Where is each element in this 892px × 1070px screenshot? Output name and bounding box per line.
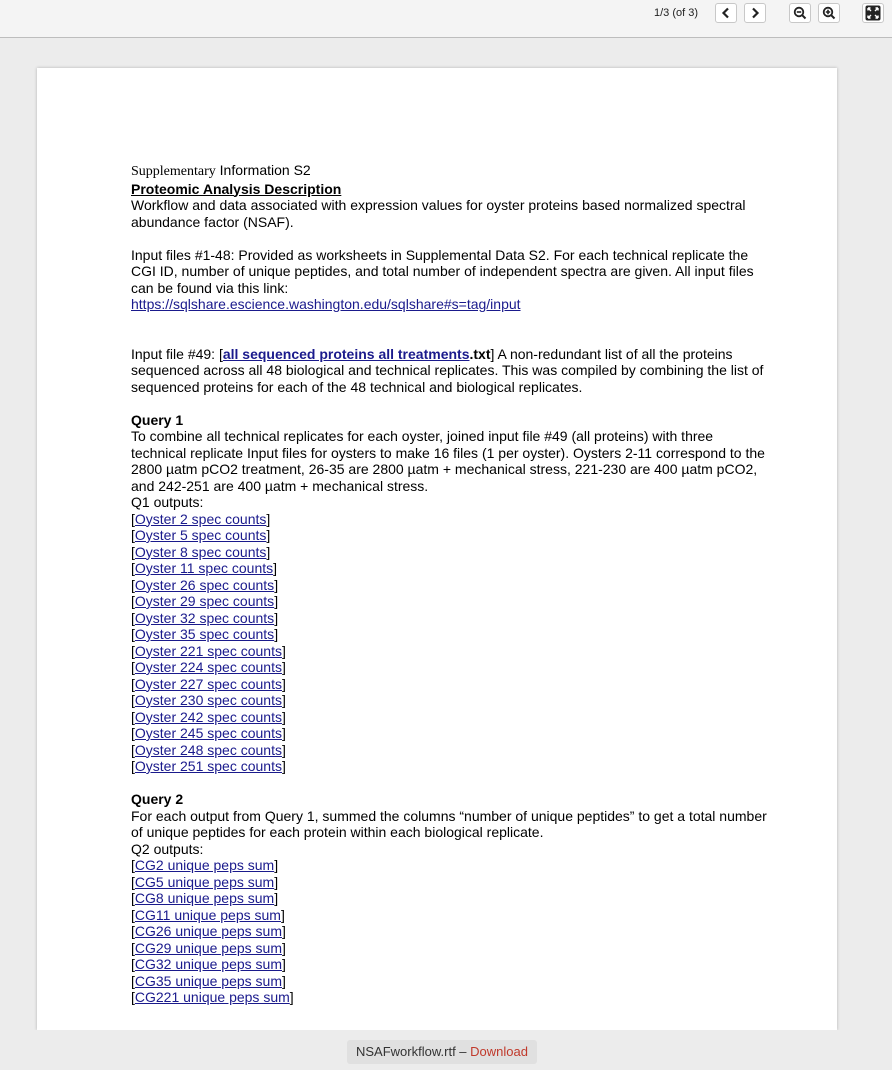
chevron-left-icon bbox=[720, 7, 732, 19]
zoom-in-icon bbox=[822, 6, 836, 20]
bracket-open: [ bbox=[131, 692, 135, 708]
bracket-open: [ bbox=[131, 642, 135, 659]
q2-output-item bbox=[131, 874, 771, 891]
zoom-in-button[interactable] bbox=[818, 3, 840, 23]
q1-output-item bbox=[131, 511, 771, 528]
input-files-paragraph: Input files #1-48: Provided as worksheets in Supplemental Data S2. For each technical replicate the CGI ID, number of unique peptides, and total number of independent spectra are given. All input files can be found via this link: bbox=[131, 246, 754, 296]
file49-prefix: Input file #49: [ bbox=[131, 345, 223, 362]
q2-output-item bbox=[131, 907, 771, 924]
page-count: 1/3 (of 3) bbox=[654, 7, 699, 19]
q1-output-item bbox=[131, 692, 771, 709]
bracket-close: ] bbox=[281, 758, 286, 774]
bracket-open: [ bbox=[131, 741, 135, 758]
q1-output-item bbox=[131, 709, 771, 726]
bracket-open: [ bbox=[131, 527, 135, 543]
q2-output-item bbox=[131, 956, 771, 973]
bracket-close: ] bbox=[266, 510, 271, 527]
bracket-open: [ bbox=[131, 725, 135, 741]
heading-prefix: Supplementary bbox=[131, 164, 216, 179]
q1-output-link[interactable]: Oyster 242 spec counts bbox=[134, 708, 282, 725]
q1-output-link[interactable]: Oyster 26 spec counts bbox=[134, 576, 275, 593]
q2-output-item bbox=[131, 923, 771, 940]
chevron-right-icon bbox=[749, 7, 761, 19]
bracket-close: ] bbox=[266, 543, 271, 560]
bracket-close: ] bbox=[281, 692, 286, 708]
q1-output-item bbox=[131, 758, 771, 775]
heading-rest: Information S2 bbox=[215, 162, 311, 178]
bracket-close: ] bbox=[274, 593, 279, 609]
query1-outputs-list bbox=[131, 511, 771, 775]
bracket-open: [ bbox=[131, 659, 135, 675]
query2-title: Query 2 bbox=[131, 791, 184, 807]
bracket-open: [ bbox=[131, 593, 135, 609]
next-page-button[interactable] bbox=[744, 3, 766, 23]
query2-outputs-list bbox=[131, 857, 771, 1006]
document-content bbox=[131, 162, 771, 1006]
file49-ext: .txt bbox=[469, 345, 491, 362]
q2-output-item bbox=[131, 940, 771, 957]
bracket-open: [ bbox=[131, 708, 135, 725]
query2-description: For each output from Query 1, summed the columns “number of unique peptides” to get a total number of unique peptides for each protein within each biological replicate. bbox=[131, 807, 767, 840]
bracket-close: ] bbox=[281, 741, 286, 758]
q1-output-link[interactable]: Oyster 227 spec counts bbox=[134, 675, 282, 692]
q2-output-link[interactable]: CG2 unique peps sum bbox=[134, 857, 275, 873]
bracket-close: ] bbox=[281, 659, 286, 675]
download-filename: NSAFworkflow.rtf bbox=[356, 1044, 456, 1059]
zoom-out-icon bbox=[793, 6, 807, 20]
input-file-49-paragraph bbox=[131, 346, 771, 396]
bracket-close: ] bbox=[274, 890, 279, 906]
bracket-open: [ bbox=[131, 560, 135, 576]
document-heading bbox=[131, 162, 771, 181]
q1-output-item bbox=[131, 577, 771, 594]
zoom-out-button[interactable] bbox=[789, 3, 811, 23]
bracket-close: ] bbox=[274, 576, 279, 593]
bracket-close: ] bbox=[281, 956, 286, 972]
q2-output-link[interactable]: CG35 unique peps sum bbox=[134, 972, 282, 989]
fullscreen-icon bbox=[865, 5, 881, 21]
bracket-close: ] bbox=[273, 560, 278, 576]
bracket-open: [ bbox=[131, 576, 135, 593]
download-bar bbox=[0, 1030, 892, 1070]
q1-output-link[interactable]: Oyster 32 spec counts bbox=[134, 609, 275, 626]
bracket-open: [ bbox=[131, 906, 135, 923]
q1-output-link[interactable]: Oyster 2 spec counts bbox=[134, 510, 267, 527]
bracket-close: ] bbox=[280, 906, 285, 923]
bracket-close: ] bbox=[274, 609, 279, 626]
bracket-close: ] bbox=[289, 989, 294, 1005]
q1-output-item bbox=[131, 742, 771, 759]
fullscreen-button[interactable] bbox=[862, 3, 884, 23]
query1-outputs-label: Q1 outputs: bbox=[131, 494, 204, 510]
viewer-toolbar bbox=[0, 0, 892, 38]
bracket-close: ] bbox=[281, 923, 286, 939]
q1-output-link[interactable]: Oyster 230 spec counts bbox=[134, 692, 282, 708]
bracket-open: [ bbox=[131, 626, 135, 642]
q2-output-link[interactable]: CG8 unique peps sum bbox=[134, 890, 275, 906]
bracket-open: [ bbox=[131, 510, 135, 527]
q2-output-link[interactable]: CG32 unique peps sum bbox=[134, 956, 282, 972]
q1-output-link[interactable]: Oyster 29 spec counts bbox=[134, 593, 275, 609]
bracket-open: [ bbox=[131, 923, 135, 939]
q1-output-item bbox=[131, 676, 771, 693]
q1-output-link[interactable]: Oyster 5 spec counts bbox=[134, 527, 267, 543]
q2-output-item bbox=[131, 973, 771, 990]
bracket-close: ] bbox=[281, 939, 286, 956]
bracket-close: ] bbox=[281, 725, 286, 741]
bracket-close: ] bbox=[281, 642, 286, 659]
q1-output-link[interactable]: Oyster 8 spec counts bbox=[134, 543, 267, 560]
download-pill bbox=[347, 1040, 537, 1064]
document-subtitle: Proteomic Analysis Description bbox=[131, 180, 342, 197]
query1-title: Query 1 bbox=[131, 411, 184, 428]
q1-output-item bbox=[131, 659, 771, 676]
q1-output-item bbox=[131, 626, 771, 643]
q1-output-item bbox=[131, 560, 771, 577]
bracket-close: ] bbox=[274, 626, 279, 642]
file49-suffix: ] A non-redundant list of all the proteins sequenced across all 48 biological and technical replicates. This was compiled by combining the list of sequenced proteins for each of the 48 technical and biological replicates. bbox=[131, 345, 764, 395]
bracket-open: [ bbox=[131, 890, 135, 906]
bracket-open: [ bbox=[131, 873, 135, 890]
download-separator: – bbox=[455, 1044, 471, 1059]
q2-output-item bbox=[131, 857, 771, 874]
bracket-open: [ bbox=[131, 758, 135, 774]
q1-output-link[interactable]: Oyster 11 spec counts bbox=[134, 560, 274, 576]
query1-description: To combine all technical replicates for each oyster, joined input file #49 (all proteins) with three technical replicate Input files for oysters to make 16 files (1 per oyster). Oysters 2-11 correspond to the 2800 µatm pCO2 treatment, 26-35 are 2800 µatm + mechanical stress, 221-230 are 400 µatm pCO2, and 242-251 are 400 µatm + mechanical stress. bbox=[131, 428, 765, 494]
query2-outputs-label: Q2 outputs: bbox=[131, 840, 204, 857]
q1-output-item bbox=[131, 610, 771, 627]
bracket-close: ] bbox=[281, 708, 286, 725]
q1-output-item bbox=[131, 544, 771, 561]
q1-output-item bbox=[131, 527, 771, 544]
all-sequenced-proteins-link[interactable]: all sequenced proteins all treatments bbox=[222, 345, 470, 362]
bracket-open: [ bbox=[131, 857, 135, 873]
q2-output-link[interactable]: CG29 unique peps sum bbox=[134, 939, 282, 956]
bracket-close: ] bbox=[281, 675, 286, 692]
q1-output-link[interactable]: Oyster 248 spec counts bbox=[134, 741, 282, 758]
q1-output-link[interactable]: Oyster 221 spec counts bbox=[134, 642, 282, 659]
bracket-open: [ bbox=[131, 956, 135, 972]
bracket-close: ] bbox=[274, 857, 279, 873]
q2-output-link[interactable]: CG221 unique peps sum bbox=[134, 989, 290, 1005]
bracket-close: ] bbox=[274, 873, 279, 890]
bracket-open: [ bbox=[131, 543, 135, 560]
q1-output-item bbox=[131, 643, 771, 660]
q2-output-item bbox=[131, 890, 771, 907]
bracket-close: ] bbox=[281, 972, 286, 989]
q1-output-item bbox=[131, 725, 771, 742]
bracket-open: [ bbox=[131, 675, 135, 692]
download-link[interactable]: Download bbox=[470, 1044, 528, 1059]
previous-page-button[interactable] bbox=[715, 3, 737, 23]
bracket-open: [ bbox=[131, 972, 135, 989]
q2-output-link[interactable]: CG11 unique peps sum bbox=[134, 906, 281, 923]
bracket-open: [ bbox=[131, 939, 135, 956]
input-files-link[interactable]: https://sqlshare.escience.washington.edu/sqlshare#s=tag/input bbox=[131, 296, 521, 312]
bracket-close: ] bbox=[266, 527, 271, 543]
q2-output-link[interactable]: CG26 unique peps sum bbox=[134, 923, 282, 939]
q2-output-link[interactable]: CG5 unique peps sum bbox=[134, 873, 275, 890]
q2-output-item bbox=[131, 989, 771, 1006]
q1-output-link[interactable]: Oyster 245 spec counts bbox=[134, 725, 282, 741]
document-page bbox=[37, 68, 837, 1030]
q1-output-link[interactable]: Oyster 224 spec counts bbox=[134, 659, 282, 675]
bracket-open: [ bbox=[131, 609, 135, 626]
bracket-open: [ bbox=[131, 989, 135, 1005]
q1-output-link[interactable]: Oyster 35 spec counts bbox=[134, 626, 275, 642]
intro-paragraph: Workflow and data associated with expression values for oyster proteins based normalized spectral abundance factor (NSAF). bbox=[131, 197, 746, 230]
q1-output-item bbox=[131, 593, 771, 610]
q1-output-link[interactable]: Oyster 251 spec counts bbox=[134, 758, 282, 774]
